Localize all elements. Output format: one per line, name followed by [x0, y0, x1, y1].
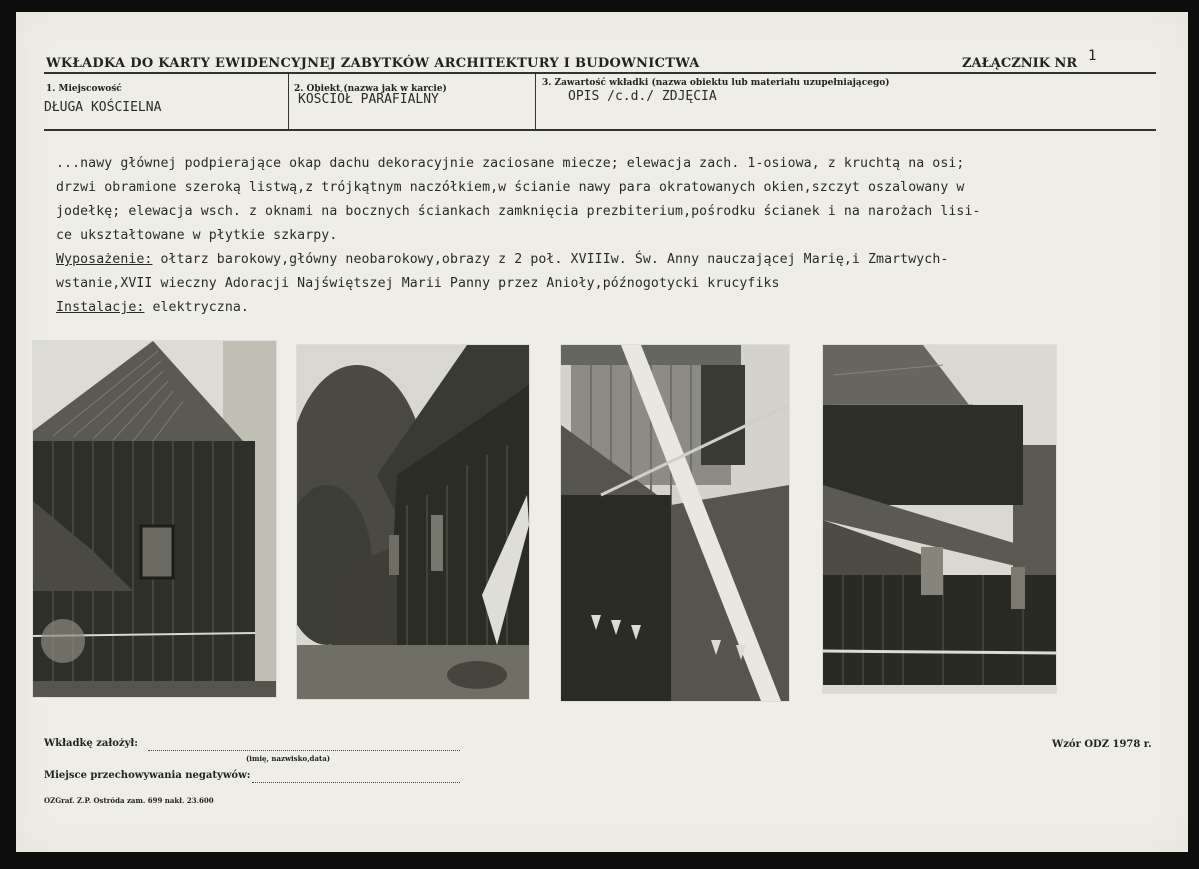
photo-nave	[822, 344, 1057, 694]
description-line-4: ce ukształtowane w płytkie szkarpy.	[56, 228, 338, 243]
inserted-by-label: Wkładkę założył:	[44, 738, 138, 749]
description-line-1: ...nawy głównej podpierające okap dachu dekoracyjnie zaciosane miecze; elewacja zach. 1-osiowa, z kruchtą na osi;	[56, 156, 965, 171]
negatives-field[interactable]	[252, 782, 460, 783]
locality-label: 1. Miejscowość	[46, 84, 122, 94]
object-value: KOŚCIÓŁ PARAFIALNY	[298, 92, 439, 107]
photo-bell-tower-detail	[560, 344, 790, 702]
photo-tower	[32, 340, 277, 698]
inserted-by-field[interactable]	[148, 750, 460, 751]
annex-number: 1	[1088, 48, 1097, 64]
negatives-label: Miejsce przechowywania negatywów:	[44, 770, 251, 781]
field-divider-2	[535, 74, 536, 130]
inventory-card-insert	[16, 12, 1188, 852]
installation-text: elektryczna.	[144, 300, 249, 315]
content-label: 3. Zawartość wkładki (nazwa obiektu lub materiału uzupełniającego)	[542, 78, 890, 88]
content-value: OPIS /c.d./ ZDJĘCIA	[568, 89, 717, 104]
locality-value: DŁUGA KOŚCIELNA	[44, 100, 162, 115]
description-line-3: jodełkę; elewacja wsch. z oknami na bocznych ściankach zamknięcia prezbiterium,pośrodku ścianek i na narożach lisi-	[56, 204, 981, 219]
description-line-6: wstanie,XVII wieczny Adoracji Najświętszej Marii Panny przez Anioły,późnogotycki krucyfiks	[56, 276, 780, 291]
installation-line	[56, 300, 249, 315]
equipment-line	[56, 252, 948, 267]
annex-label: ZAŁĄCZNIK NR	[962, 56, 1078, 71]
printer-info: OZGraf. Z.P. Ostróda zam. 699 nakł. 23.600	[44, 796, 214, 805]
inserted-by-hint: (imię, nazwisko,data)	[246, 754, 331, 763]
fields-bottom-rule	[44, 129, 1156, 131]
object-label: 2. Obiekt (nazwa jak w karcie)	[294, 84, 447, 94]
installation-label: Instalacje:	[56, 300, 145, 315]
equipment-text: ołtarz barokowy,główny neobarokowy,obrazy z 2 poł. XVIIIw. Św. Anny nauczającej Marię,i Zmartwych-	[152, 252, 949, 267]
form-model: Wzór ODZ 1978 r.	[1052, 739, 1152, 750]
photo-side-elevation	[296, 344, 530, 700]
form-title: WKŁADKA DO KARTY EWIDENCYJNEJ ZABYTKÓW ARCHITEKTURY I BUDOWNICTWA	[46, 56, 700, 71]
description-line-2: drzwi obramione szeroką listwą,z trójkątnym naczółkiem,w ścianie nawy para okratowanych okien,szczyt oszalowany w	[56, 180, 965, 195]
equipment-label: Wyposażenie:	[56, 252, 153, 267]
header-rule	[44, 72, 1156, 74]
field-divider-1	[288, 74, 289, 130]
